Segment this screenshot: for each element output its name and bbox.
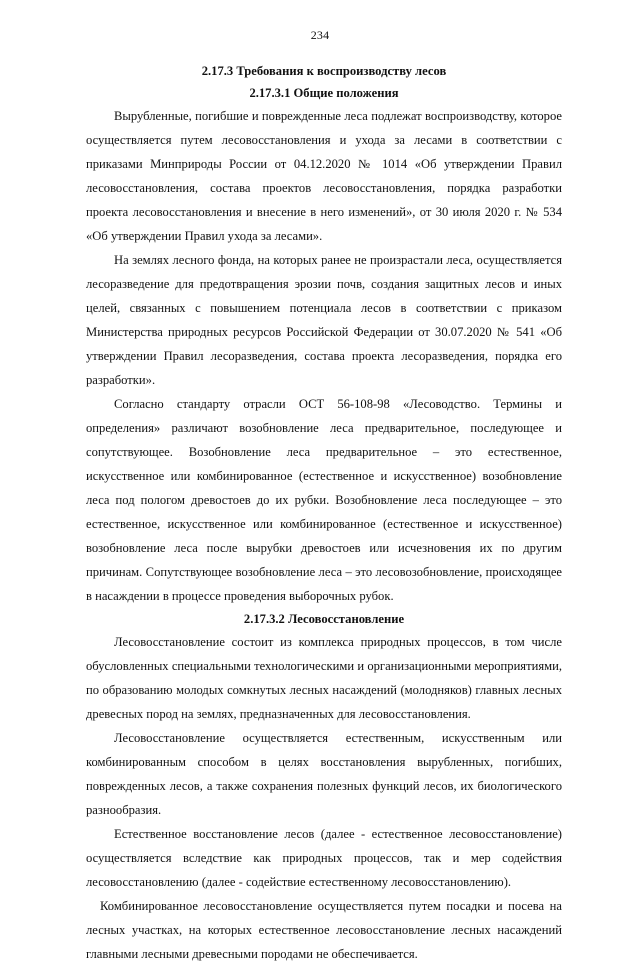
- paragraph-7: Комбинированное лесовосстановление осуществляется путем посадки и посева на лесных участках, на которых естественное лесовосстановление лесных насаждений главными лесными древесными породами не обеспечивается.: [86, 899, 562, 961]
- subsection-heading-reforestation: 2.17.3.2 Лесовосстановление: [243, 612, 405, 626]
- paragraph-5: Лесовосстановление осуществляется естественным, искусственным или комбинированным способом в целях восстановления вырубленных, погибших, поврежденных лесов, а также сохранения полезных функций лесов, их биологического разнообразия.: [86, 731, 562, 817]
- paragraph-2: На землях лесного фонда, на которых ранее не произрастали леса, осуществляется лесоразведение для предотвращения эрозии почв, создания защитных лесов и иных целей, связанных с повышением потенциала лесов в соответствии с приказом Министерства природных ресурсов Российской Федерации от 30.07.2020 № 541 «Об утверждении Правил лесоразведения, состава проекта лесоразведения, порядка его разработки».: [86, 253, 562, 387]
- section-heading: 2.17.3 Требования к воспроизводству лесов: [201, 64, 447, 78]
- paragraph-3: Согласно стандарту отрасли ОСТ 56-108-98 «Лесоводство. Термины и определения» различают возобновление леса предварительное, последующее и сопутствующее. Возобновление леса предварительное – это естественное, искусственное или комбинированное (естественное и искусственное) возобновление леса под пологом древостоев до их рубки. Возобновление леса последующее – это естественное, искусственное или комбинированное (естественное и искусственное) возобновление леса после вырубки древостоев или исчезновения их по другим причинам. Сопутствующее возобновление леса – это лесовозобновление, происходящее в насаждении в процессе проведения выборочных рубок.: [86, 397, 562, 603]
- document-body: [86, 60, 562, 966]
- subsection-heading-general: 2.17.3.1 Общие положения: [249, 86, 399, 100]
- paragraph-1: Вырубленные, погибшие и поврежденные леса подлежат воспроизводству, которое осуществляется путем лесовосстановления и ухода за лесами в соответствии с приказами Минприроды России от 04.12.2020 № 1014 «Об утверждении Правил лесовосстановления, состава проектов лесовосстановления, порядка разработки проекта лесовосстановления и внесение в него изменений», от 30 июля 2020 г. № 534 «Об утверждении Правил ухода за лесами».: [86, 109, 562, 243]
- paragraph-6: Естественное восстановление лесов (далее - естественное лесовосстановление) осуществляется вследствие как природных процессов, так и мер содействия лесовосстановлению (далее - содействие естественному лесовосстановлению).: [86, 827, 562, 889]
- page-number: 234: [310, 28, 330, 42]
- paragraph-4: Лесовосстановление состоит из комплекса природных процессов, в том числе обусловленных специальными технологическими и организационными мероприятиями, по образованию молодых сомкнутых лесных насаждений (молодняков) главных лесных древесных пород на землях, предназначенных для лесовосстановления.: [86, 635, 562, 721]
